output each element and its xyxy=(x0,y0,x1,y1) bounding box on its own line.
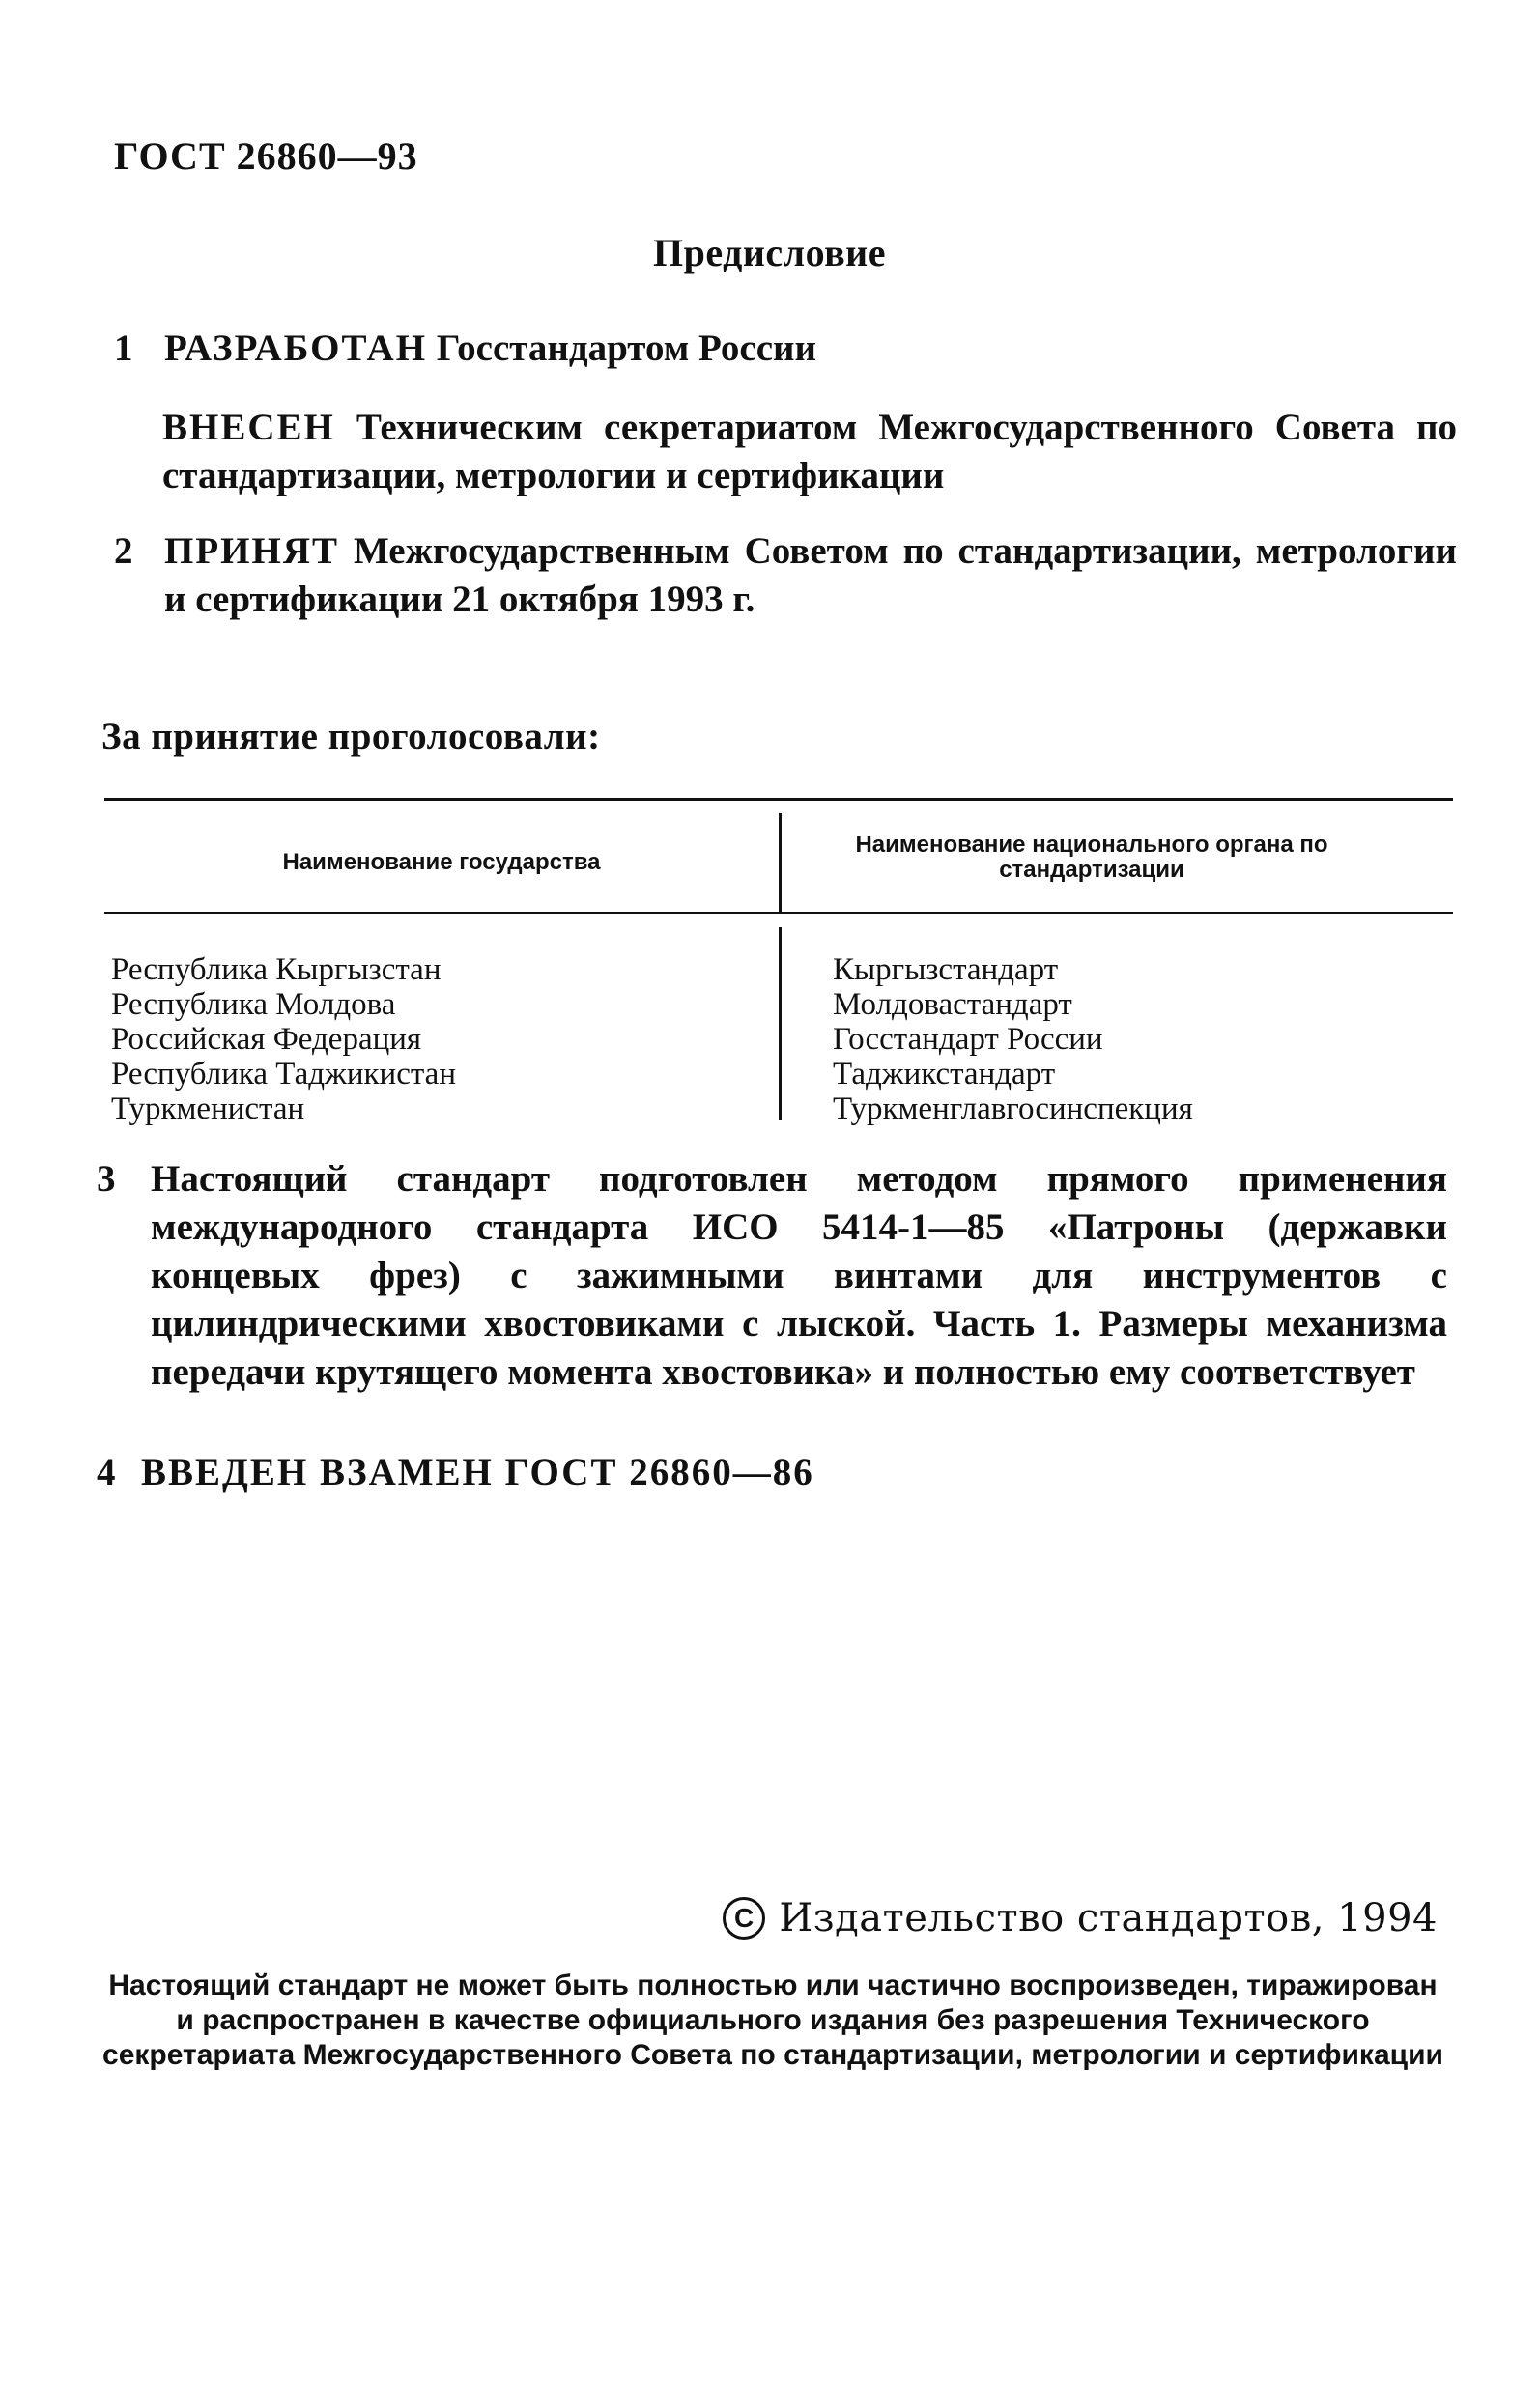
table-row-body: Таджикстандарт xyxy=(833,1057,1056,1091)
table-header-rule xyxy=(104,912,1453,914)
column-header-body: Наименование национального органа по стандартизации xyxy=(855,832,1328,883)
reproduction-notice: Настоящий стандарт не может быть полностью или частично воспроизведен, тиражирован и распространен в качестве официального издания без разрешения Технического секретариата Межгосударственного Совета по стандартизации, метрологии и сертификации xyxy=(102,1969,1443,2071)
table-row-state: Туркменистан xyxy=(111,1091,305,1126)
table-row-body: Молдовастандарт xyxy=(833,987,1072,1022)
table-row-body: Туркменглавгосинспекция xyxy=(833,1091,1193,1126)
section-2-text: Межгосударственным Советом по стандартизации, метрологии и сертификации 21 октября 1993 г. xyxy=(164,530,1457,620)
section-3-number: 3 xyxy=(97,1158,116,1200)
column-header-state: Наименование государства xyxy=(282,849,601,875)
state-list xyxy=(111,952,456,1126)
section-3-text: Настоящий стандарт подготовлен методом прямого применения международного стандарта ИСО 5414-1—85 «Патроны (державки концевых фрез) с зажимными винтами для инструментов с цилиндрическими хвостовиками с лыской. Часть 1. Размеры механизма передачи крутящего момента хвостовика» и полностью ему соответствует xyxy=(151,1158,1447,1393)
table-top-rule xyxy=(104,798,1453,801)
table-row-state: Республика Таджикистан xyxy=(111,1057,456,1091)
copyright-line xyxy=(723,1896,1438,1941)
section-2-number: 2 xyxy=(114,530,133,572)
table-header-divider xyxy=(779,813,782,912)
copyright-text: Издательство стандартов, 1994 xyxy=(779,1896,1438,1941)
body-list xyxy=(833,952,1193,1126)
section-4-number: 4 xyxy=(97,1452,116,1493)
document-code: ГОСТ 26860—93 xyxy=(114,134,418,178)
section-1-keyword: РАЗРАБОТАН xyxy=(164,327,428,369)
section-1-number: 1 xyxy=(114,327,133,369)
table-row-state: Республика Кыргызстан xyxy=(111,952,442,987)
table-row-state: Российская Федерация xyxy=(111,1022,422,1057)
section-2-keyword: ПРИНЯТ xyxy=(164,530,340,572)
section-1b-text: Техническим секретариатом Межгосударственного Совета по стандартизации, метрологии и сертификации xyxy=(162,407,1457,496)
copyright-icon: C xyxy=(723,1897,765,1940)
page-title: Предисловие xyxy=(653,231,886,274)
section-2 xyxy=(114,527,1457,624)
section-4 xyxy=(97,1449,1447,1497)
section-1-submitted xyxy=(162,404,1457,500)
section-1 xyxy=(114,325,1457,373)
section-1b-keyword: ВНЕСЕН xyxy=(162,407,335,448)
section-3 xyxy=(97,1155,1447,1397)
table-body-divider xyxy=(779,927,782,1120)
table-row-body: Кыргызстандарт xyxy=(833,952,1059,987)
table-row-state: Республика Молдова xyxy=(111,987,396,1022)
vote-heading: За принятие проголосовали: xyxy=(101,716,601,757)
section-1-text: Госстандартом России xyxy=(427,327,816,369)
section-4-text: ВВЕДЕН ВЗАМЕН ГОСТ 26860—86 xyxy=(141,1452,814,1493)
table-row-body: Госстандарт России xyxy=(833,1022,1103,1057)
